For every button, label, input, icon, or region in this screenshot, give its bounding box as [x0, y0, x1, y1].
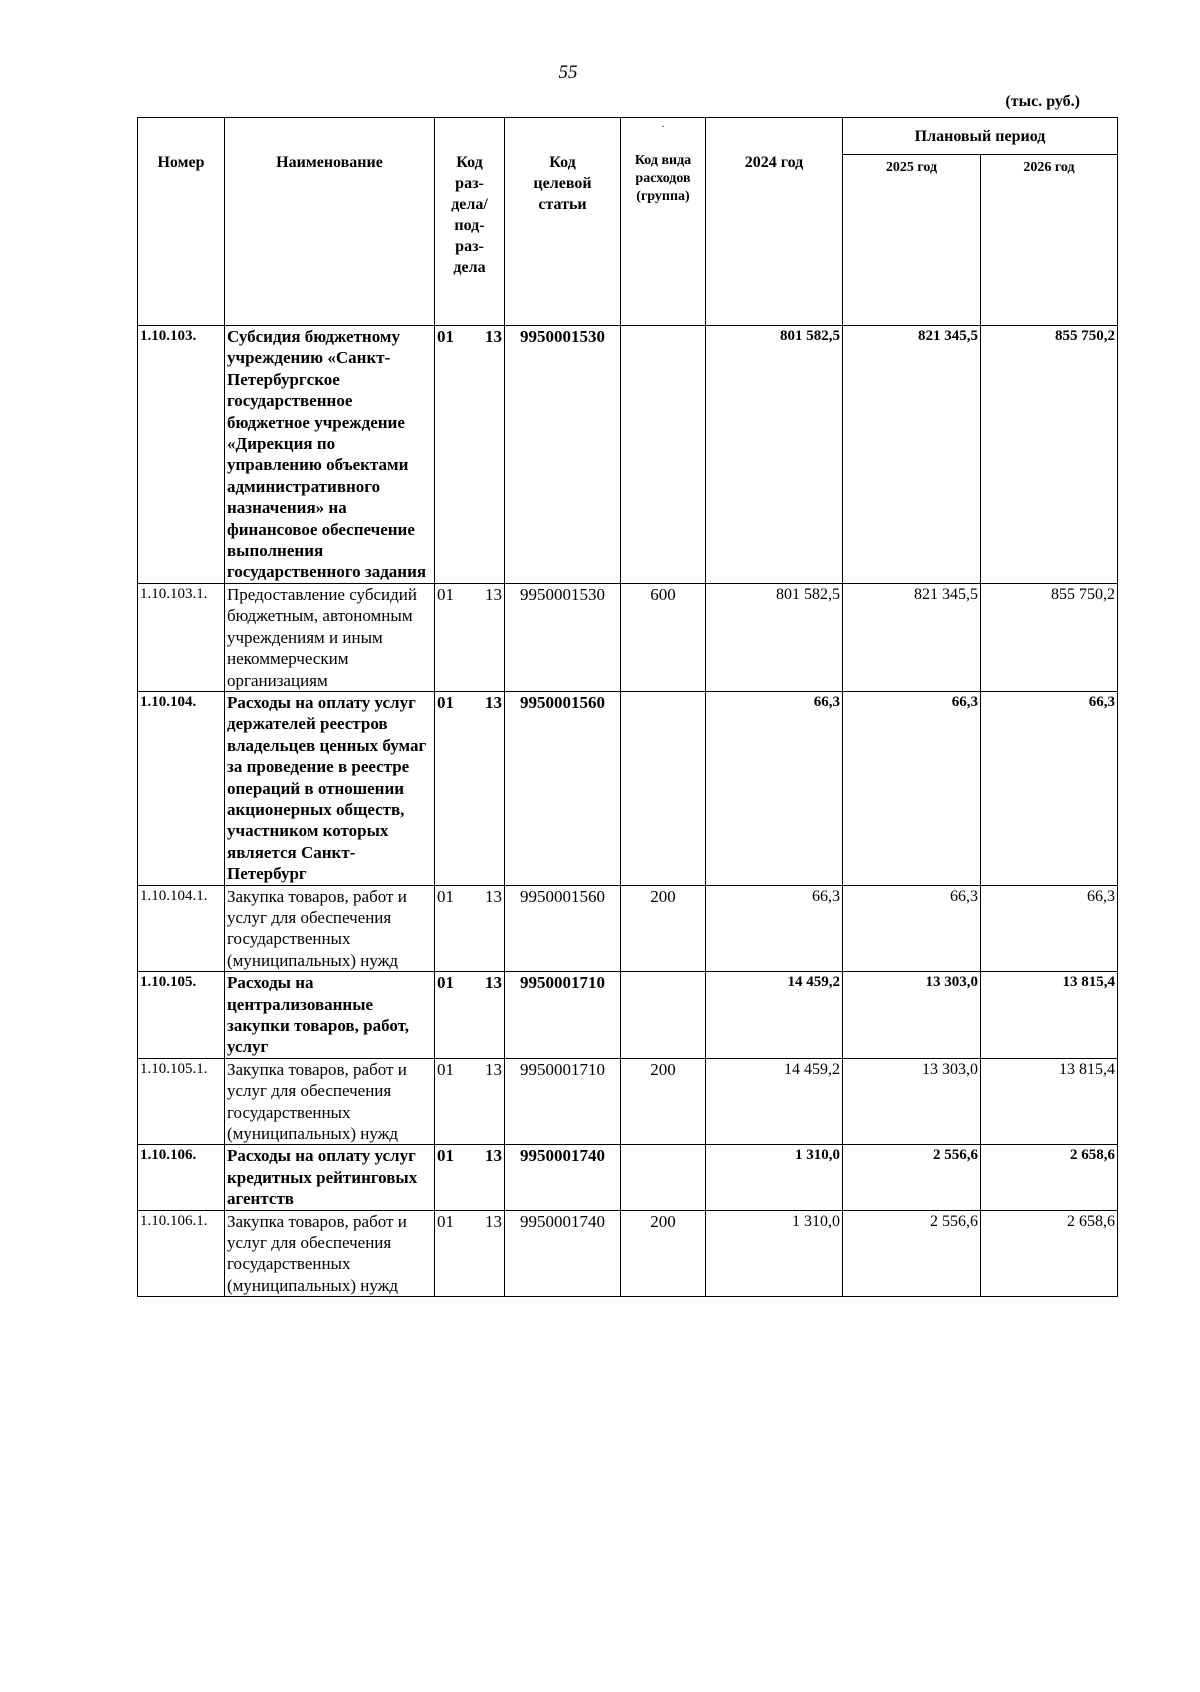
row-razdel-code: 01 — [437, 1146, 454, 1166]
row-2026: 855 750,2 — [981, 326, 1118, 584]
row-2024: 1 310,0 — [706, 1145, 843, 1210]
row-razdel-code: 01 — [437, 1059, 454, 1079]
row-2025: 13 303,0 — [843, 1058, 981, 1145]
header-kod-tselevoy-line: целевой — [533, 175, 592, 192]
row-tselevaya: 9950001740 — [505, 1210, 621, 1297]
row-number: 1.10.104.1. — [138, 885, 225, 972]
row-vid — [621, 326, 706, 584]
row-2026: 855 750,2 — [981, 583, 1118, 691]
row-number: 1.10.105. — [138, 972, 225, 1059]
row-number: 1.10.105.1. — [138, 1058, 225, 1145]
row-podrazdel-code: 13 — [485, 1146, 502, 1166]
row-razdel — [435, 885, 505, 972]
row-tselevaya: 9950001530 — [505, 583, 621, 691]
row-number: 1.10.103.1. — [138, 583, 225, 691]
row-tselevaya: 9950001530 — [505, 326, 621, 584]
units-label: (тыс. руб.) — [1005, 93, 1080, 110]
row-vid: 200 — [621, 885, 706, 972]
row-name: Закупка товаров, работ и услуг для обеспечения государственных (муниципальных) нужд — [225, 1058, 435, 1145]
header-kod-razdela — [435, 118, 505, 326]
row-2026: 13 815,4 — [981, 972, 1118, 1059]
row-2026: 2 658,6 — [981, 1145, 1118, 1210]
page-number: 55 — [558, 62, 578, 83]
header-kod-tselevoy-line: статьи — [538, 196, 587, 213]
budget-table — [137, 117, 1118, 1297]
row-razdel — [435, 583, 505, 691]
row-number: 1.10.106. — [138, 1145, 225, 1210]
row-2026: 13 815,4 — [981, 1058, 1118, 1145]
row-2026: 66,3 — [981, 691, 1118, 885]
header-2025: 2025 год — [843, 155, 981, 326]
row-2025: 66,3 — [843, 885, 981, 972]
table-row — [138, 885, 1118, 972]
header-kod-razdela-line: раз- — [455, 175, 484, 192]
row-razdel — [435, 972, 505, 1059]
row-tselevaya: 9950001710 — [505, 972, 621, 1059]
header-naimenovanie: Наименование — [225, 118, 435, 326]
header-nomer: Номер — [138, 118, 225, 326]
table-row — [138, 583, 1118, 691]
row-razdel-code: 01 — [437, 692, 454, 712]
row-vid: 600 — [621, 583, 706, 691]
row-2024: 66,3 — [706, 691, 843, 885]
table-row — [138, 691, 1118, 885]
row-2024: 66,3 — [706, 885, 843, 972]
row-2024: 801 582,5 — [706, 326, 843, 584]
header-kod-tselevoy-line: Код — [549, 154, 576, 171]
row-name: Закупка товаров, работ и услуг для обеспечения государственных (муниципальных) нужд — [225, 885, 435, 972]
header-kod-razdela-line: дела — [453, 259, 486, 276]
row-razdel-code: 01 — [437, 1211, 454, 1231]
header-kod-tselevoy — [505, 118, 621, 326]
header-2024: 2024 год — [706, 118, 843, 326]
row-name: Закупка товаров, работ и услуг для обеспечения государственных (муниципальных) нужд — [225, 1210, 435, 1297]
header-kod-razdela-line: под- — [454, 217, 485, 234]
table-row — [138, 1058, 1118, 1145]
row-razdel — [435, 691, 505, 885]
row-2025: 66,3 — [843, 691, 981, 885]
row-2026: 66,3 — [981, 885, 1118, 972]
row-name: Расходы на централизованные закупки товаров, работ, услуг — [225, 972, 435, 1059]
row-razdel-code: 01 — [437, 973, 454, 993]
table-row — [138, 1145, 1118, 1210]
table-row — [138, 972, 1118, 1059]
row-2025: 13 303,0 — [843, 972, 981, 1059]
row-podrazdel-code: 13 — [485, 584, 502, 604]
row-2025: 821 345,5 — [843, 326, 981, 584]
table-row — [138, 1210, 1118, 1297]
row-2024: 1 310,0 — [706, 1210, 843, 1297]
row-2025: 2 556,6 — [843, 1210, 981, 1297]
row-2024: 14 459,2 — [706, 972, 843, 1059]
row-razdel — [435, 1058, 505, 1145]
row-number: 1.10.104. — [138, 691, 225, 885]
row-razdel-code: 01 — [437, 886, 454, 906]
table-header — [138, 118, 1118, 326]
header-kod-vida-line: Код вида — [634, 153, 692, 168]
row-razdel — [435, 1145, 505, 1210]
row-podrazdel-code: 13 — [485, 1211, 502, 1231]
row-2025: 2 556,6 — [843, 1145, 981, 1210]
row-podrazdel-code: 13 — [485, 886, 502, 906]
row-podrazdel-code: 13 — [485, 327, 502, 346]
row-razdel — [435, 326, 505, 584]
row-number: 1.10.103. — [138, 326, 225, 584]
row-2024: 14 459,2 — [706, 1058, 843, 1145]
header-kod-vida-mark: · — [661, 122, 665, 133]
row-razdel-code: 01 — [437, 584, 454, 604]
row-tselevaya: 9950001740 — [505, 1145, 621, 1210]
row-razdel-code: 01 — [437, 327, 454, 346]
row-vid — [621, 691, 706, 885]
header-kod-vida-line: расходов — [635, 171, 691, 186]
row-name: Расходы на оплату услуг держателей реестров владельцев ценных бумаг за проведение в реестре операций в отношении акционерных обществ, участником которых является Санкт-Петербург — [225, 691, 435, 885]
header-kod-razdela-line: раз- — [455, 238, 484, 255]
row-tselevaya: 9950001710 — [505, 1058, 621, 1145]
row-vid — [621, 1145, 706, 1210]
header-kod-razdela-line: Код — [456, 154, 483, 171]
row-2025: 821 345,5 — [843, 583, 981, 691]
header-kod-vida — [621, 118, 706, 326]
row-2024: 801 582,5 — [706, 583, 843, 691]
row-razdel — [435, 1210, 505, 1297]
row-podrazdel-code: 13 — [485, 1059, 502, 1079]
header-2026: 2026 год — [981, 155, 1118, 326]
row-tselevaya: 9950001560 — [505, 691, 621, 885]
row-number: 1.10.106.1. — [138, 1210, 225, 1297]
row-tselevaya: 9950001560 — [505, 885, 621, 972]
row-vid: 200 — [621, 1210, 706, 1297]
row-2026: 2 658,6 — [981, 1210, 1118, 1297]
row-name: Субсидия бюджетному учреждению «Санкт-Петербургское государственное бюджетное учреждение «Дирекция по управлению объектами административного назначения» на финансовое обеспечение выполнения государственного задания — [225, 326, 435, 584]
header-kod-vida-line: (группа) — [636, 189, 690, 204]
header-planovy-period: Плановый период — [843, 118, 1118, 155]
table-body — [138, 326, 1118, 1297]
table-row — [138, 326, 1118, 584]
header-kod-razdela-line: дела/ — [451, 196, 488, 213]
row-vid: 200 — [621, 1058, 706, 1145]
row-name: Предоставление субсидий бюджетным, автономным учреждениям и иным некоммерческим организациям — [225, 583, 435, 691]
row-podrazdel-code: 13 — [485, 973, 502, 993]
row-name: Расходы на оплату услуг кредитных рейтинговых агентств — [225, 1145, 435, 1210]
row-vid — [621, 972, 706, 1059]
row-podrazdel-code: 13 — [485, 692, 502, 712]
